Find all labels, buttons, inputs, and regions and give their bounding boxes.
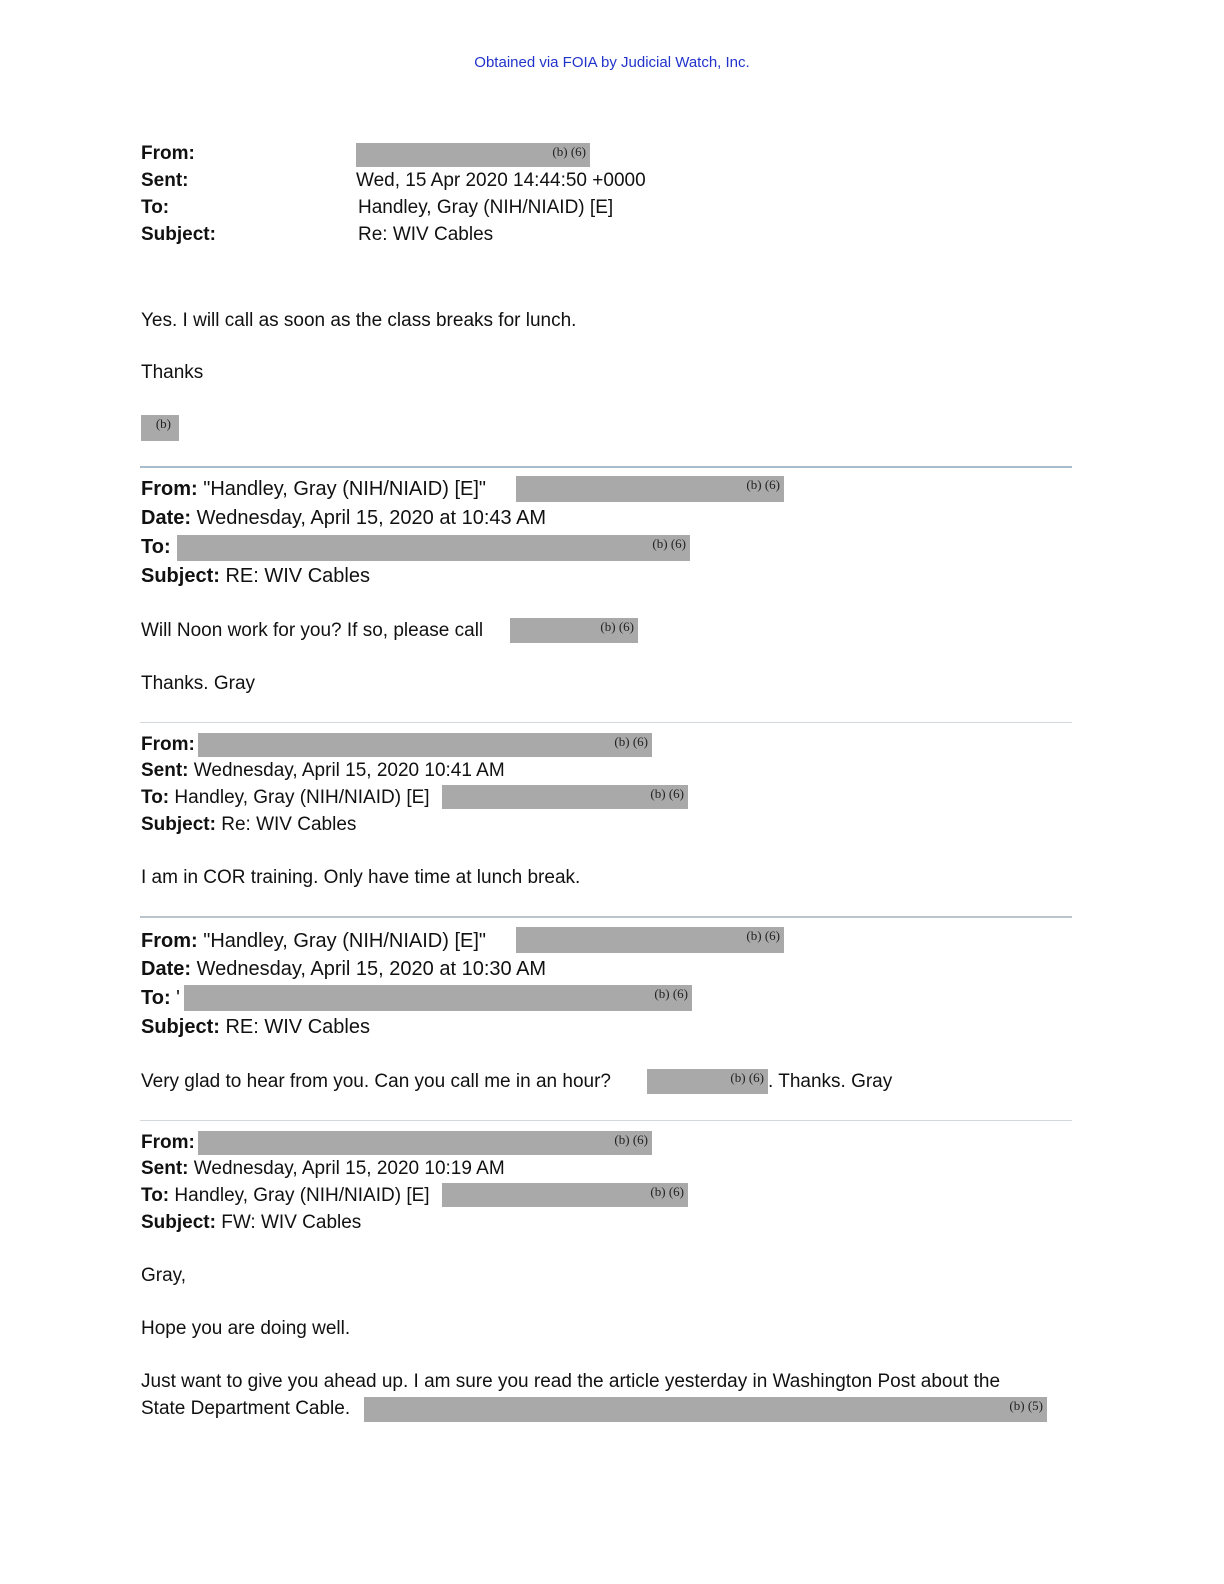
subject-label: Subject:	[141, 565, 220, 587]
to-label: To:	[141, 536, 171, 558]
redaction-code: (b) (5)	[1009, 1398, 1043, 1413]
msg1-signoff: Thanks	[141, 362, 204, 383]
msg4-date-row	[141, 957, 546, 981]
msg5-greeting: Gray,	[141, 1265, 187, 1286]
msg5-body-3: State Department Cable.	[141, 1398, 351, 1419]
sent-label: Sent:	[141, 170, 189, 191]
redaction-code: (b) (6)	[746, 477, 780, 492]
sent-label: Sent:	[141, 760, 189, 781]
to-value: Handley, Gray (NIH/NIAID) [E]	[174, 787, 430, 808]
from-value: "Handley, Gray (NIH/NIAID) [E]"	[203, 930, 487, 952]
sent-label: Sent:	[141, 1158, 189, 1179]
to-label: To:	[141, 987, 171, 1009]
msg1-body: Yes. I will call as soon as the class breaks for lunch.	[141, 310, 577, 331]
msg3-subject-row	[141, 813, 356, 837]
msg2-date-row	[141, 506, 546, 530]
subject-label: Subject:	[141, 814, 216, 835]
msg3-sent-row	[141, 759, 505, 783]
subject-label: Subject:	[141, 1016, 220, 1038]
sent-value: Wed, 15 Apr 2020 14:44:50 +0000	[356, 170, 646, 191]
redaction-code: (b) (6)	[746, 928, 780, 943]
redaction-box	[198, 1131, 652, 1155]
subject-value: RE: WIV Cables	[225, 1016, 370, 1038]
date-value: Wednesday, April 15, 2020 at 10:43 AM	[196, 507, 547, 529]
subject-value: Re: WIV Cables	[221, 814, 357, 835]
to-value: '	[176, 987, 180, 1009]
redaction-code: (b) (6)	[650, 1184, 684, 1199]
redaction-box	[177, 535, 690, 561]
to-label: To:	[141, 1185, 170, 1206]
redaction-box	[442, 1183, 688, 1207]
date-label: Date:	[141, 958, 192, 980]
msg4-body-end: . Thanks. Gray	[768, 1071, 893, 1092]
divider	[140, 916, 1072, 918]
redaction-code: (b) (6)	[730, 1070, 764, 1085]
to-label: To:	[141, 787, 170, 808]
subject-label: Subject:	[141, 224, 216, 245]
redaction-box	[356, 143, 590, 167]
msg2-from-row	[141, 477, 486, 501]
msg5-body-1: Hope you are doing well.	[141, 1318, 351, 1339]
redaction-box	[647, 1069, 768, 1094]
to-value: Handley, Gray (NIH/NIAID) [E]	[174, 1185, 430, 1206]
msg3-body: I am in COR training. Only have time at lunch break.	[141, 867, 581, 888]
msg3-from-row	[141, 733, 195, 757]
redaction-box	[198, 733, 652, 757]
from-label: From:	[141, 478, 198, 500]
date-value: Wednesday, April 15, 2020 at 10:30 AM	[196, 958, 547, 980]
from-label: From:	[141, 930, 198, 952]
foia-watermark: Obtained via FOIA by Judicial Watch, Inc.	[474, 54, 750, 71]
to-label: To:	[141, 197, 170, 218]
msg4-from-row	[141, 929, 486, 953]
from-value: "Handley, Gray (NIH/NIAID) [E]"	[203, 478, 487, 500]
from-label: From:	[141, 1132, 195, 1153]
to-value: Handley, Gray (NIH/NIAID) [E]	[358, 197, 614, 218]
redaction-code: (b) (6)	[652, 536, 686, 551]
date-label: Date:	[141, 507, 192, 529]
redaction-box	[516, 476, 784, 502]
msg2-subject-row	[141, 564, 370, 588]
msg5-subject-row	[141, 1211, 361, 1235]
redaction-code: (b) (6)	[614, 734, 648, 749]
from-label: From:	[141, 143, 195, 164]
msg2-signoff: Thanks. Gray	[141, 673, 256, 694]
redaction-code: (b) (6)	[552, 144, 586, 159]
msg5-from-row	[141, 1131, 195, 1155]
subject-value: FW: WIV Cables	[221, 1212, 362, 1233]
msg5-to-row	[141, 1184, 430, 1208]
redaction-box	[141, 415, 179, 441]
divider	[140, 466, 1072, 468]
redaction-box	[442, 785, 688, 809]
msg4-body: Very glad to hear from you. Can you call me in an hour?	[141, 1071, 611, 1092]
msg4-subject-row	[141, 1015, 370, 1039]
msg2-body: Will Noon work for you? If so, please call	[141, 620, 484, 641]
msg5-body-2: Just want to give you ahead up. I am sure you read the article yesterday in Washington Post about the	[141, 1371, 1001, 1392]
redaction-code: (b)	[155, 416, 171, 431]
redaction-box	[364, 1397, 1047, 1422]
redaction-code: (b) (6)	[614, 1132, 648, 1147]
sent-value: Wednesday, April 15, 2020 10:41 AM	[193, 760, 505, 781]
redaction-box	[510, 618, 638, 643]
sent-value: Wednesday, April 15, 2020 10:19 AM	[193, 1158, 505, 1179]
redaction-box	[184, 985, 692, 1011]
msg2-to-row	[141, 535, 171, 559]
from-label: From:	[141, 734, 195, 755]
subject-value: Re: WIV Cables	[358, 224, 494, 245]
divider	[140, 722, 1072, 723]
redaction-code: (b) (6)	[600, 619, 634, 634]
redaction-code: (b) (6)	[654, 986, 688, 1001]
redaction-box	[516, 927, 784, 953]
subject-value: RE: WIV Cables	[225, 565, 370, 587]
msg5-sent-row	[141, 1157, 505, 1181]
msg4-to-row	[141, 986, 180, 1010]
msg3-to-row	[141, 786, 430, 810]
subject-label: Subject:	[141, 1212, 216, 1233]
redaction-code: (b) (6)	[650, 786, 684, 801]
divider	[140, 1120, 1072, 1121]
